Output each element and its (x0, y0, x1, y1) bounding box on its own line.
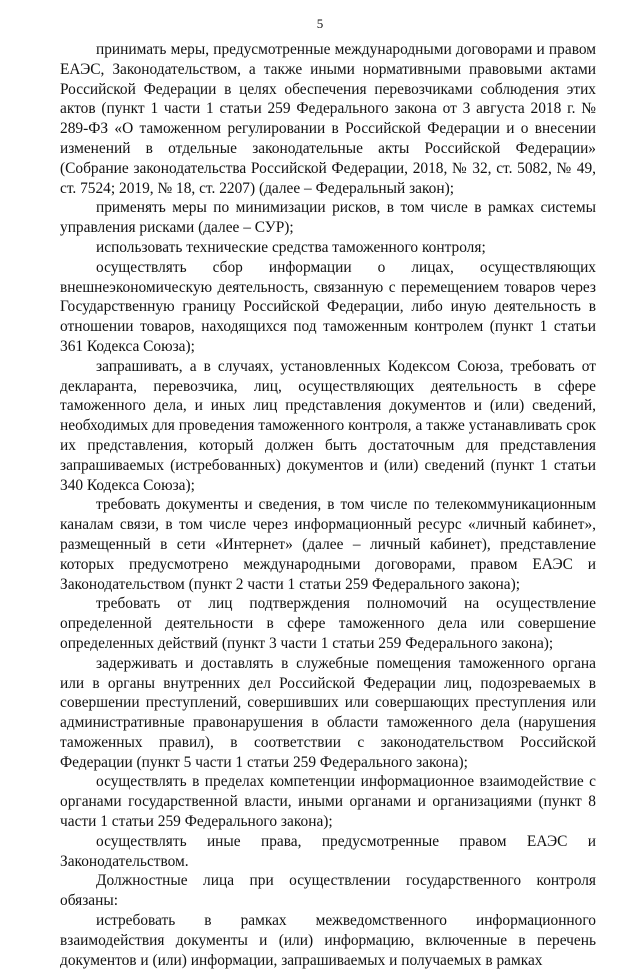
paragraph: осуществлять в пределах компетенции информационное взаимодействие с органами государственной власти, иными органами и организациями (пункт 8 части 1 статьи 259 Федерального закона); (60, 773, 596, 831)
paragraph: Должностные лица при осуществлении государственного контроля обязаны: (60, 872, 596, 910)
paragraph: использовать технические средства таможенного контроля; (96, 238, 486, 256)
paragraph: требовать от лиц подтверждения полномочий на осуществление определенной деятельности в сфере таможенного дела или совершение определенных действий (пункт 3 части 1 статьи 259 Федерального закона); (60, 595, 596, 652)
paragraph: применять меры по минимизации рисков, в том числе в рамках системы управления рисками (далее – СУР); (60, 199, 596, 237)
paragraph: запрашивать, а в случаях, установленных Кодексом Союза, требовать от декларанта, перевозчика, лиц, осуществляющих деятельность в сфере таможенного дела, и иных лиц представления документов и (или) сведений, необходимых для проведения таможенного контроля, а также устанавливать срок их представления, который должен быть достаточным для представления запрашиваемых (истребованных) документов и (или) сведений (пункт 1 статьи 340 Кодекса Союза); (60, 357, 596, 494)
paragraph: осуществлять иные права, предусмотренные правом ЕАЭС и Законодательством. (60, 832, 596, 870)
page-number: 5 (316, 16, 324, 31)
paragraph: требовать документы и сведения, в том числе по телекоммуникационным каналам связи, в том числе через информационный ресурс «личный кабинет», размещенный в сети «Интернет» (далее – личный кабинет), представление которых предусмотрено международными договорами, правом ЕАЭС и Законодательством (пункт 2 части 1 статьи 259 Федерального закона); (60, 496, 596, 593)
paragraph: принимать меры, предусмотренные международными договорами и правом ЕАЭС, Законодательством, а также иными нормативными правовыми актами Российской Федерации в целях обеспечения перевозчиками соблюдения этих актов (пункт 1 части 1 статьи 259 Федерального закона от 3 августа 2018 г. № 289-ФЗ «О таможенном регулировании в Российской Федерации и о внесении изменений в отдельные законодательные акты Российской Федерации» (Собрание законодательства Российской Федерации, 2018, № 32, ст. 5082, № 49, ст. 7524; 2019, № 18, ст. 2207) (далее – Федеральный закон); (60, 41, 596, 197)
paragraph: истребовать в рамках межведомственного информационного взаимодействия документы и (или) информацию, включенные в перечень документов и (или) информации, запрашиваемых и получаемых в рамках (60, 912, 596, 969)
document-body (60, 40, 596, 970)
paragraph: осуществлять сбор информации о лицах, осуществляющих внешнеэкономическую деятельность, связанную с перемещением товаров через Государственную границу Российской Федерации, либо иную деятельность в отношении товаров, находящихся под таможенным контролем (пункт 1 статьи 361 Кодекса Союза); (60, 258, 596, 355)
paragraph: задерживать и доставлять в служебные помещения таможенного органа или в органы внутренних дел Российской Федерации лиц, подозреваемых в совершении преступлений, совершивших или совершающих преступления или административные правонарушения в области таможенного дела (нарушения таможенных правил), в соответствии с законодательством Российской Федерации (пункт 5 части 1 статьи 259 Федерального закона); (60, 654, 596, 771)
